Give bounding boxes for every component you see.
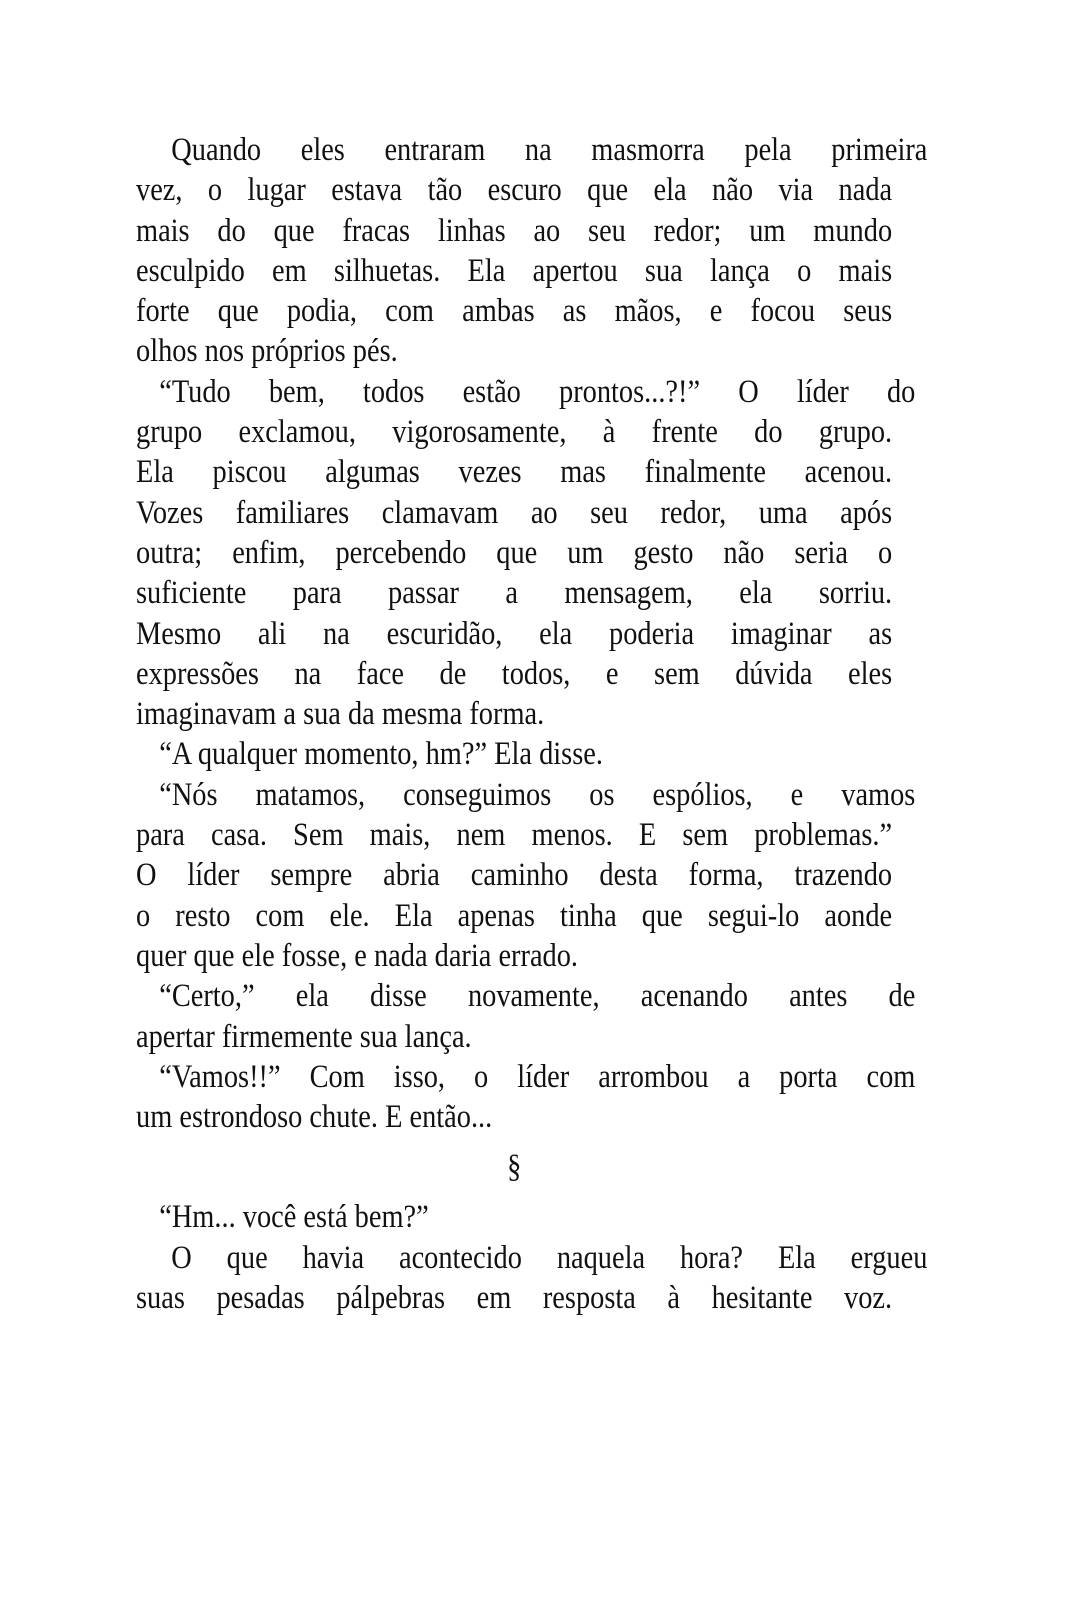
text-block-after-break (136, 1197, 928, 1318)
text-line (136, 211, 892, 251)
text-line-content: um estrondoso chute. E então... (136, 1099, 493, 1136)
text-line (136, 452, 892, 492)
text-line-content: imaginavam a sua da mesma forma. (136, 696, 545, 733)
text-line (136, 493, 892, 533)
book-page (136, 130, 928, 1318)
text-line-content: quer que ele fosse, e nada daria errado. (136, 937, 579, 974)
text-line (136, 533, 892, 573)
text-line-content: “Hm... você está bem?” (159, 1199, 429, 1236)
text-line (136, 291, 892, 331)
text-line-content: suas pesadas pálpebras em resposta à hesitante voz. (136, 1280, 893, 1317)
text-line-content: “Certo,” ela disse novamente, acenando antes de (159, 978, 916, 1015)
text-line (136, 412, 892, 452)
text-line (136, 694, 892, 734)
text-line-content: mais do que fracas linhas ao seu redor; um mundo (136, 212, 893, 249)
text-line-content: grupo exclamou, vigorosamente, à frente do grupo. (136, 414, 893, 451)
text-line (136, 936, 892, 976)
text-line-content: Vozes familiares clamavam ao seu redor, uma após (136, 494, 893, 531)
text-line-content: “Nós matamos, conseguimos os espólios, e vamos (159, 776, 916, 813)
text-line (136, 130, 928, 170)
text-block-before-break (136, 130, 928, 1137)
text-line (136, 1238, 928, 1278)
text-line (136, 372, 916, 412)
text-line-content: outra; enfim, percebendo que um gesto não seria o (136, 534, 893, 571)
text-line-content: vez, o lugar estava tão escuro que ela não via nada (136, 172, 893, 209)
text-line (136, 614, 892, 654)
text-line-content: “A qualquer momento, hm?” Ela disse. (159, 736, 603, 773)
text-line (136, 896, 892, 936)
text-line (136, 734, 892, 774)
text-line-content: Mesmo ali na escuridão, ela poderia imaginar as (136, 615, 893, 652)
text-line (136, 331, 892, 371)
text-line (136, 170, 892, 210)
text-line (136, 775, 916, 815)
text-line-content: “Vamos!!” Com isso, o líder arrombou a porta com (159, 1058, 916, 1095)
text-line (136, 654, 892, 694)
text-line (136, 251, 892, 291)
text-line-content: expressões na face de todos, e sem dúvida eles (136, 655, 893, 692)
section-break (136, 1137, 892, 1197)
text-line-content: suficiente para passar a mensagem, ela sorriu. (136, 575, 893, 612)
text-line (136, 1057, 916, 1097)
text-line-content: “Tudo bem, todos estão prontos...?!” O líder do (159, 373, 916, 410)
text-line-content: O líder sempre abria caminho desta forma, trazendo (136, 857, 893, 894)
text-line (136, 1197, 892, 1237)
text-line (136, 815, 892, 855)
text-line (136, 573, 892, 613)
text-line-content: apertar firmemente sua lança. (136, 1018, 472, 1055)
text-line-content: o resto com ele. Ela apenas tinha que segui-lo aonde (136, 897, 893, 934)
text-line (136, 1278, 892, 1318)
text-line-content: para casa. Sem mais, nem menos. E sem problemas.” (136, 817, 893, 854)
text-line-content: esculpido em silhuetas. Ela apertou sua lança o mais (136, 252, 893, 289)
text-line-content: forte que podia, com ambas as mãos, e focou seus (136, 293, 893, 330)
text-line (136, 855, 892, 895)
text-line (136, 1097, 892, 1137)
text-line-content: Quando eles entraram na masmorra pela primeira (171, 132, 928, 168)
text-line-content: Ela piscou algumas vezes mas finalmente acenou. (136, 454, 893, 491)
text-line (136, 976, 916, 1016)
text-line-content: O que havia acontecido naquela hora? Ela ergueu (171, 1239, 928, 1276)
text-line-content: olhos nos próprios pés. (136, 333, 398, 370)
text-line (136, 1017, 892, 1057)
section-break-glyph: § (506, 1149, 522, 1186)
